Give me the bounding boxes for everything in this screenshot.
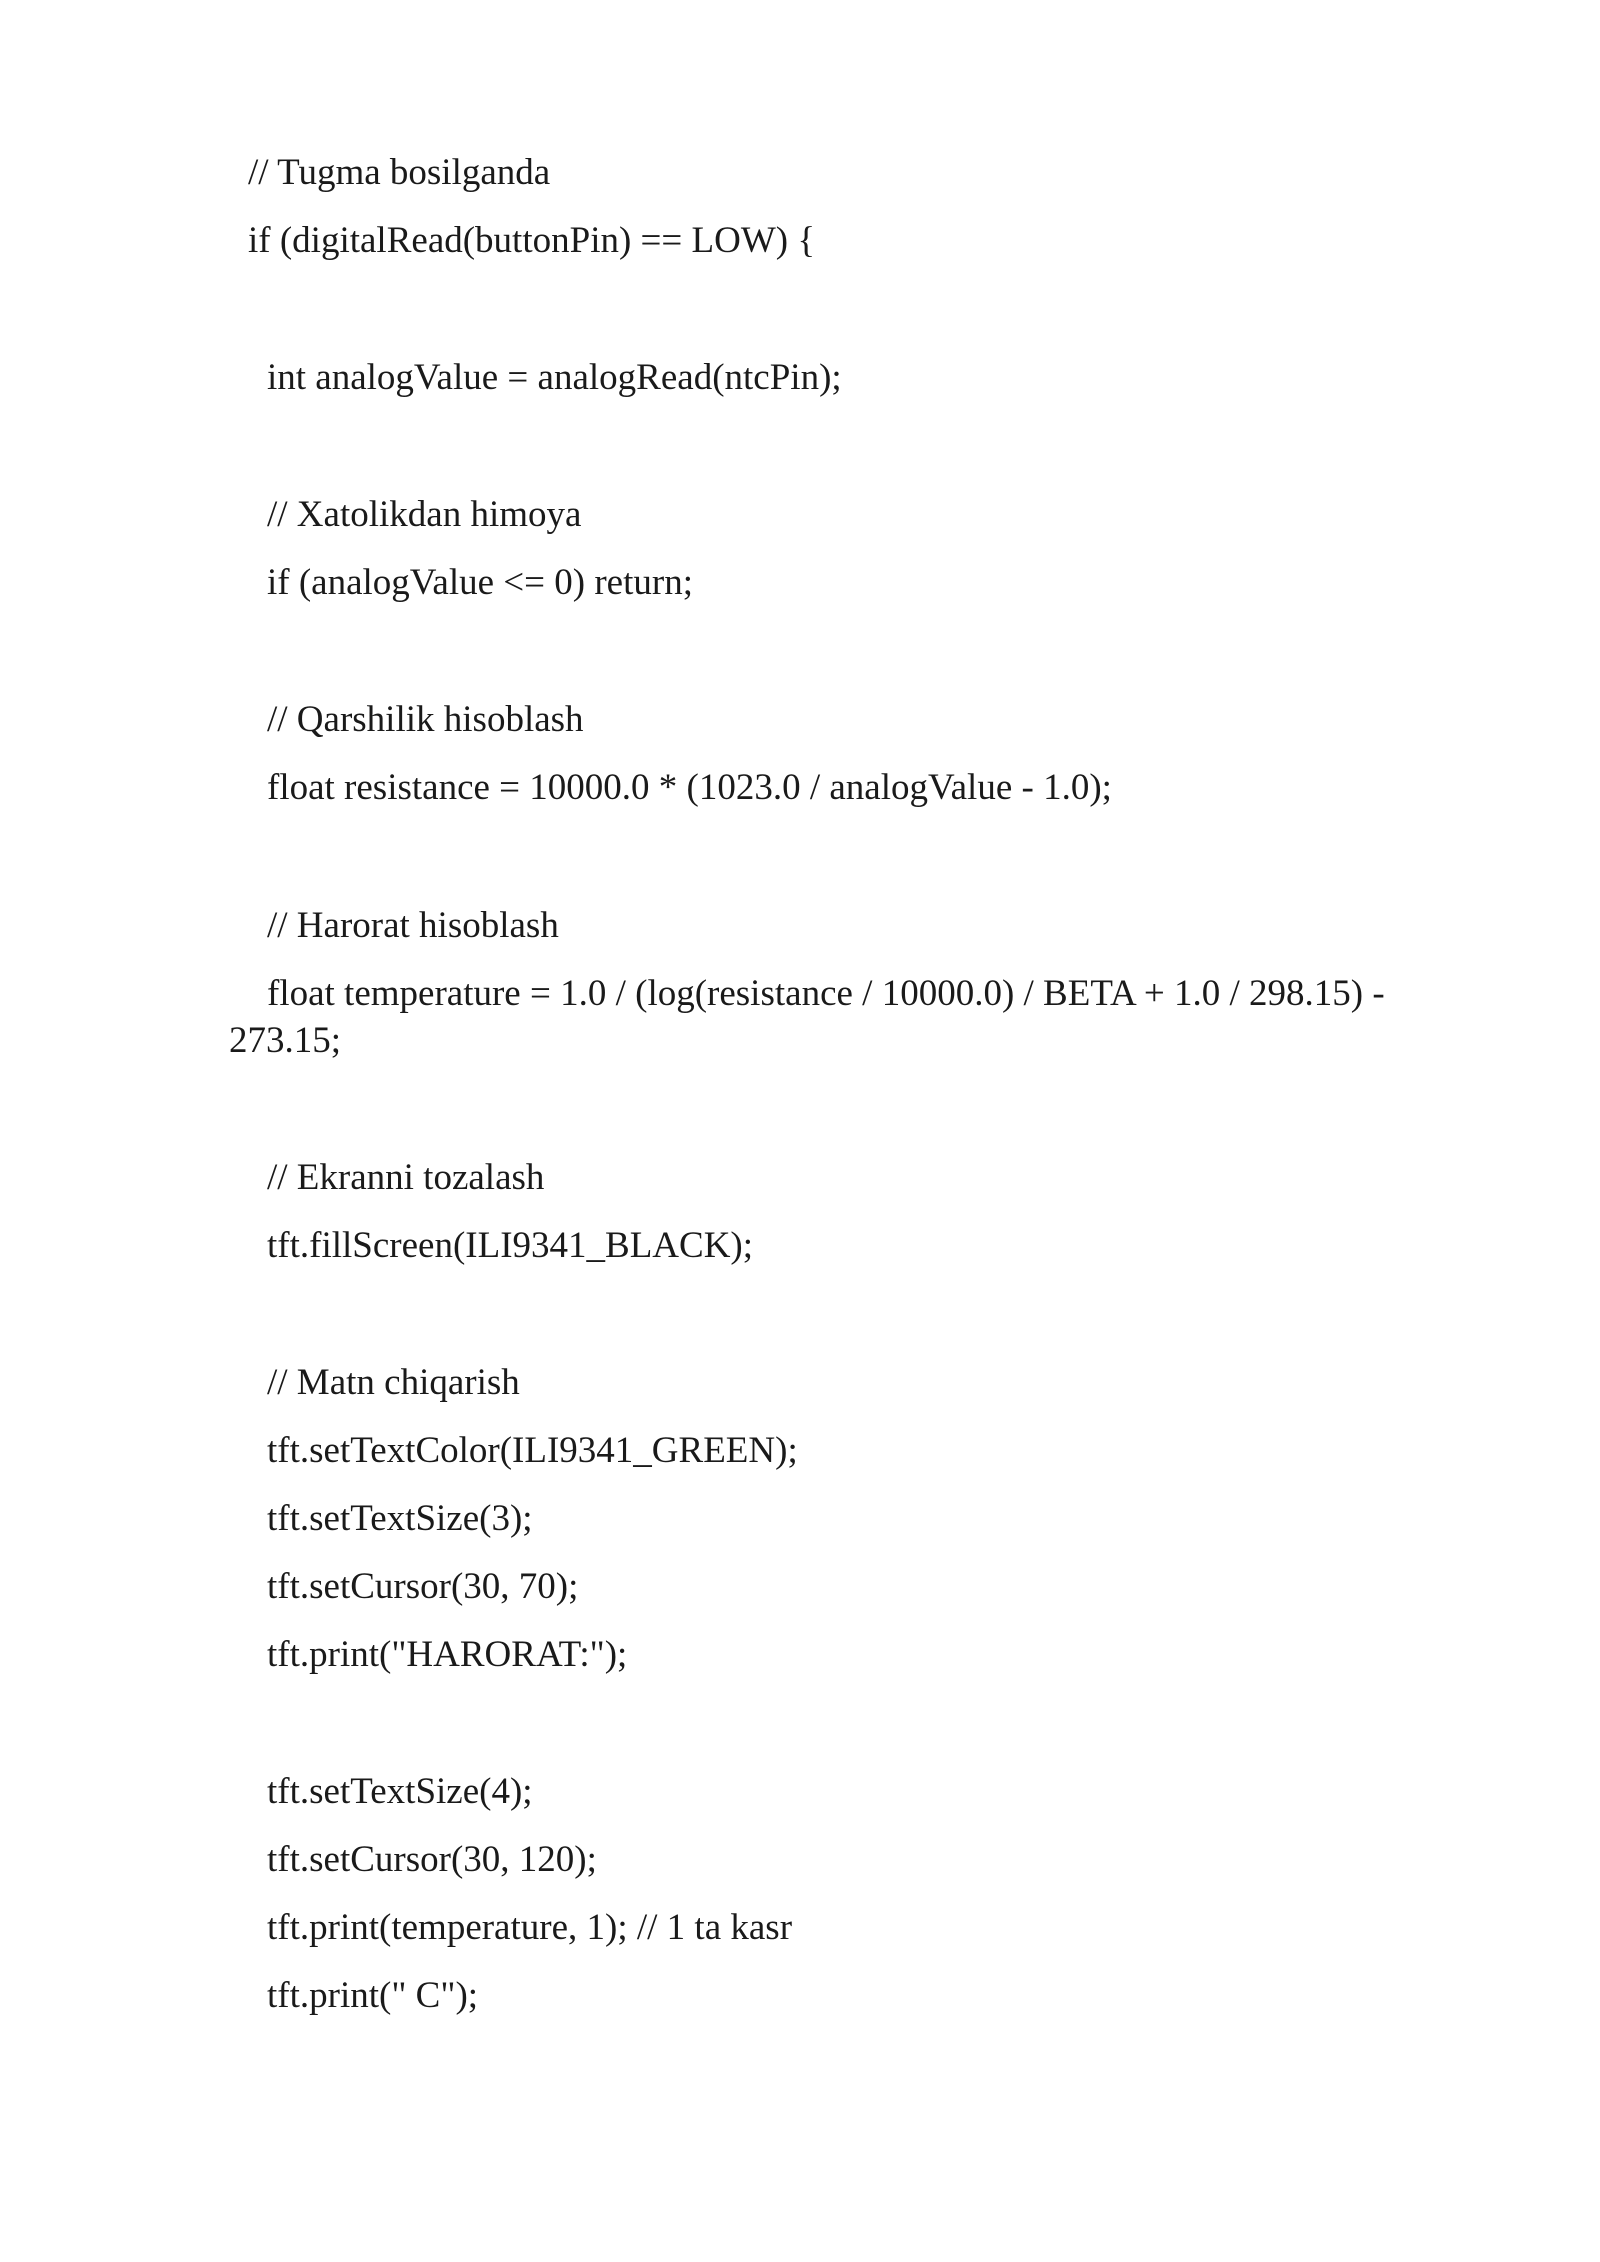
code-comment: // Qarshilik hisoblash — [267, 699, 584, 740]
code-line: tft.setTextColor(ILI9341_GREEN); — [267, 1430, 798, 1471]
code-line-continuation: 273.15; — [229, 1020, 342, 1061]
code-line: if (digitalRead(buttonPin) == LOW) { — [248, 220, 816, 261]
code-line: int analogValue = analogRead(ntcPin); — [267, 357, 842, 398]
code-line: tft.print("HARORAT:"); — [267, 1634, 628, 1675]
code-comment: // Tugma bosilganda — [248, 152, 551, 193]
code-line: float temperature = 1.0 / (log(resistance / 10000.0) / BETA + 1.0 / 298.15) - — [267, 973, 1385, 1014]
code-comment: // Matn chiqarish — [267, 1362, 520, 1403]
code-comment: // Ekranni tozalash — [267, 1157, 545, 1198]
code-line: if (analogValue <= 0) return; — [267, 562, 693, 603]
code-comment: // Harorat hisoblash — [267, 905, 559, 946]
code-line: tft.setCursor(30, 70); — [267, 1566, 579, 1607]
code-line: float resistance = 10000.0 * (1023.0 / analogValue - 1.0); — [267, 767, 1112, 808]
code-line: tft.print(" C"); — [267, 1975, 479, 2016]
code-comment: // Xatolikdan himoya — [267, 494, 582, 535]
code-line: tft.print(temperature, 1); // 1 ta kasr — [267, 1907, 793, 1948]
code-line: tft.fillScreen(ILI9341_BLACK); — [267, 1225, 754, 1266]
code-line: tft.setTextSize(4); — [267, 1771, 533, 1812]
code-line: tft.setCursor(30, 120); — [267, 1839, 597, 1880]
code-line: tft.setTextSize(3); — [267, 1498, 533, 1539]
